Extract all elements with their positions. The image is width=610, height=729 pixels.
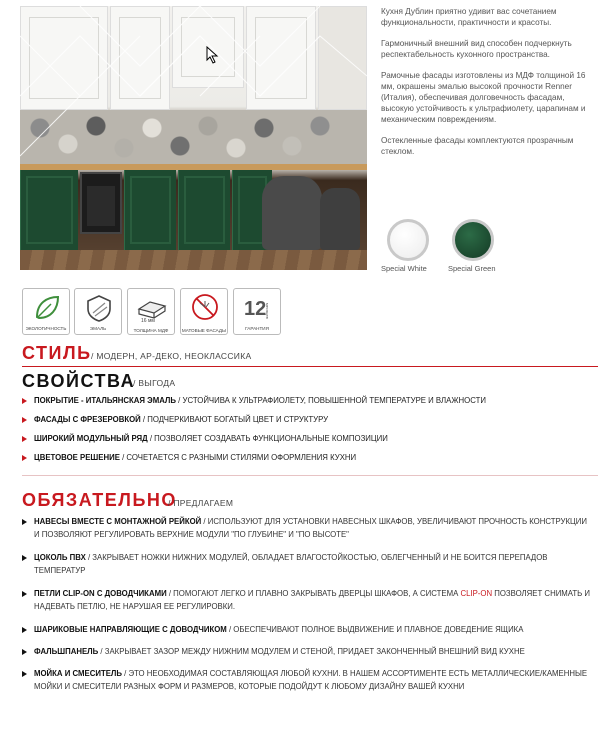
feature-label: МАТОВЫЕ ФАСАДЫ — [181, 328, 227, 333]
warranty-unit: месяцев — [265, 303, 270, 319]
required-item: ПЕТЛИ CLIP-ON С ДОВОДЧИКАМИ / ПОМОГАЮТ ЛЕГКО И ПЛАВНО ЗАКРЫВАТЬ ДВЕРЦЫ ШКАФОВ, А СИСТЕМА CLIP-ON ПОЗВОЛЯЕТ СНИМАТЬ И НАДЕВАТЬ ПЕТЛЮ, НЕ НАРУШАЯ ЕЕ РЕГУЛИРОВКИ. — [22, 588, 592, 614]
thickness-icon — [136, 293, 168, 323]
required-subtitle: / ПРЕДЛАГАЕМ — [168, 498, 234, 508]
cursor-icon — [206, 46, 220, 64]
black-bullet-icon — [22, 627, 27, 633]
required-item: НАВЕСЫ ВМЕСТЕ С МОНТАЖНОЙ РЕЙКОЙ / ИСПОЛЬЗУЮТ ДЛЯ УСТАНОВКИ НАВЕСНЫХ ШКАФОВ, УВЕЛИЧИВАЮТ ПРОЧНОСТЬ КОНСТРУКЦИИ И ПОЗВОЛЯЮТ РЕГУЛИРОВАТЬ ВЕРХНИЕ МОДУЛИ "ПО ГЛУБИНЕ" И "ПО ВЫСОТЕ" — [22, 516, 592, 542]
feature-warranty — [233, 288, 281, 335]
feature-enamel — [74, 288, 122, 335]
black-bullet-icon — [22, 671, 27, 677]
style-heading: СТИЛЬ — [22, 343, 92, 363]
properties-heading: СВОЙСТВА — [22, 371, 136, 391]
black-bullet-icon — [22, 591, 27, 597]
swatch-special-white[interactable] — [387, 219, 429, 261]
feature-label: ЭКОЛОГИЧНОСТЬ — [25, 326, 67, 331]
black-bullet-icon — [22, 555, 27, 561]
swatch-label: Special White — [381, 264, 427, 273]
required-item: ЦОКОЛЬ ПВХ / ЗАКРЫВАЕТ НОЖКИ НИЖНИХ МОДУЛЕЙ, ОБЛАДАЕТ ВЛАГОСТОЙКОСТЬЮ, ОБЛЕГЧЕННЫЙ И НЕ БОИТСЯ ПЕРЕПАДОВ ТЕМПЕРАТУР — [22, 552, 592, 578]
feature-label: ГАРАНТИЯ — [245, 326, 269, 331]
enamel-icon — [83, 293, 115, 323]
red-bullet-icon — [22, 455, 27, 461]
black-bullet-icon — [22, 519, 27, 525]
warranty-icon — [242, 293, 274, 323]
red-bullet-icon — [22, 436, 27, 442]
leaf-icon — [31, 293, 63, 323]
description — [381, 6, 595, 167]
description-intro: Кухня Дублин приятно удивит вас сочетанием функциональности, практичности и красоты. — [381, 7, 557, 27]
red-bullet-icon — [22, 417, 27, 423]
properties-subtitle: / ВЫГОДА — [133, 378, 176, 388]
feature-ecology — [22, 288, 70, 335]
divider — [22, 475, 598, 476]
description-appearance: Гармоничный внешний вид способен подчеркнуть респектабельность кухонного пространства. — [381, 39, 572, 59]
style-subtitle: / МОДЕРН, АР-ДЕКО, НЕОКЛАССИКА — [91, 351, 252, 361]
decorative-lines — [20, 6, 367, 270]
swatch-special-green[interactable] — [452, 219, 494, 261]
black-bullet-icon — [22, 649, 27, 655]
feature-label: ТОЛЩИНА МДФ — [133, 328, 169, 333]
description-facades: Рамочные фасады изготовлены из МДФ толщиной 16 мм, окрашены эмалью высокой прочности Renner (Италия), обеспечивая долговечность фасадам, высокую устойчивость к ультрафиолету, царапинам и механическим повреждениям. — [381, 71, 586, 124]
feature-label: ЭМАЛЬ — [89, 326, 107, 331]
red-bullet-icon — [22, 398, 27, 404]
description-glass: Остекленные фасады комплектуются прозрачным стеклом. — [381, 136, 574, 156]
warranty-value: 12 — [244, 298, 267, 320]
kitchen-photo — [20, 6, 367, 270]
required-heading: ОБЯЗАТЕЛЬНО — [22, 490, 177, 510]
feature-mdf-thickness — [127, 288, 175, 335]
divider — [22, 366, 598, 367]
feature-matte — [180, 288, 228, 335]
swatch-label: Special Green — [448, 264, 496, 273]
thickness-value: 16 мм — [141, 318, 155, 323]
required-item: МОЙКА И СМЕСИТЕЛЬ / ЭТО НЕОБХОДИМАЯ СОСТАВЛЯЮЩАЯ ЛЮБОЙ КУХНИ. В НАШЕМ АССОРТИМЕНТЕ ЕСТЬ МЕТАЛЛИЧЕСКИЕ/КАМЕННЫЕ МОЙКИ И СМЕСИТЕЛИ РАЗНЫХ ФОРМ И РАЗМЕРОВ, КОТОРЫЕ ПОДОЙДУТ К ЛЮБОМУ ДИЗАЙНУ ВАШЕЙ КУХНИ — [22, 668, 592, 708]
no-shine-icon — [189, 293, 221, 323]
